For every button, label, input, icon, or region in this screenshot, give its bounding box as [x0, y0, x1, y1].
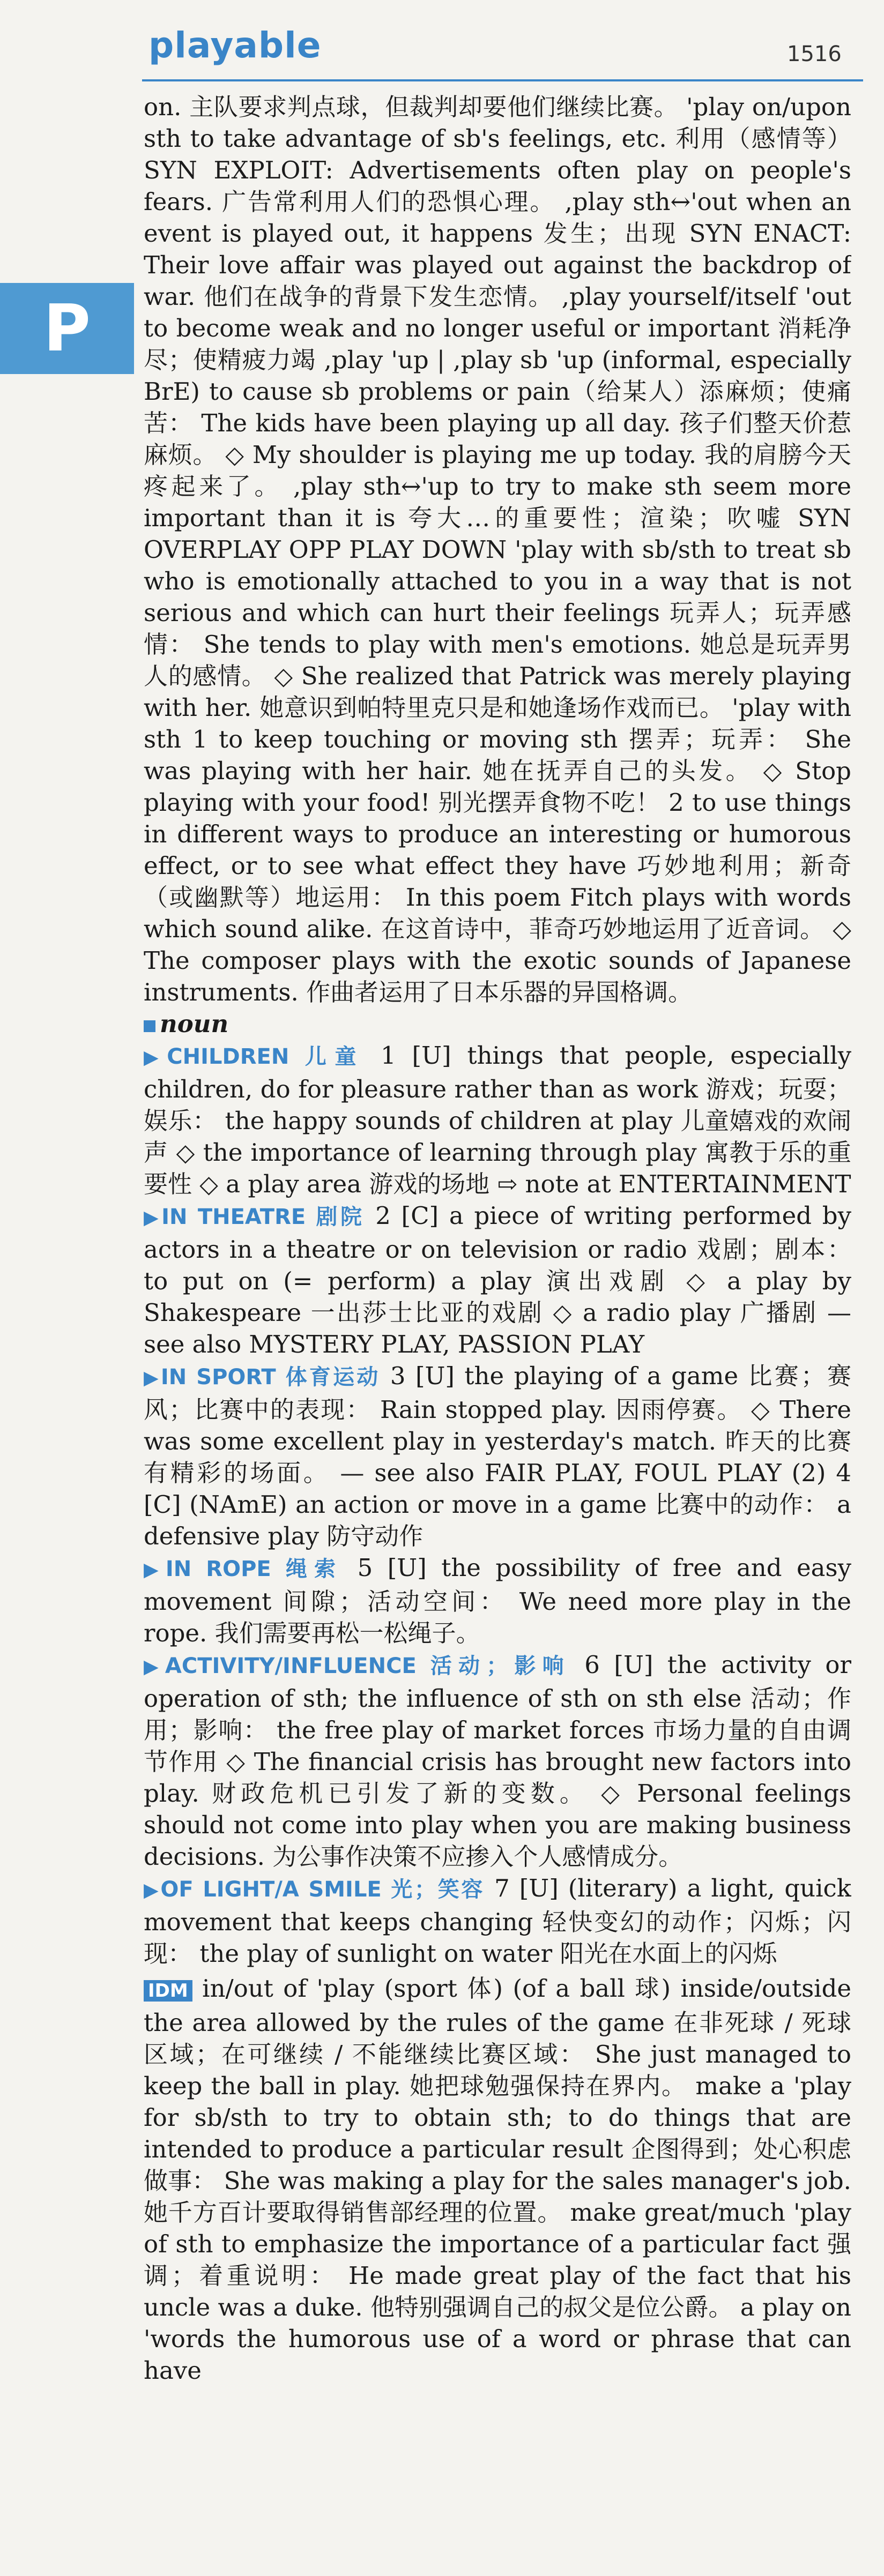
- running-headword: playable: [148, 25, 322, 66]
- idioms-block: [144, 1973, 851, 2386]
- part-of-speech-heading: [144, 1008, 851, 1040]
- triangle-right-icon: ▶: [144, 1047, 167, 1069]
- triangle-right-icon: ▶: [144, 1656, 165, 1678]
- sense-head: ACTIVITY/INFLUENCE 活动；影响: [165, 1654, 570, 1678]
- sense-head: IN THEATRE 剧院: [161, 1205, 365, 1229]
- sense-head: IN SPORT 体育运动: [160, 1365, 381, 1390]
- page-header: [0, 0, 884, 80]
- letter-thumb-tab: P: [0, 283, 134, 374]
- sense-text: 2 [C] a piece of writing performed by actors in a theatre or on television or radio 戏剧；剧本： to put on (= perform) a play 演出戏剧 ◇ a play by Shakespeare 一出莎士比亚的戏剧 ◇ a radio play 广播剧 — see also MYSTERY PLAY, PASSION PLAY: [144, 1201, 851, 1358]
- sense-activity: [144, 1649, 851, 1872]
- sense-children: [144, 1040, 851, 1200]
- triangle-right-icon: ▶: [144, 1367, 161, 1389]
- dictionary-entry: [144, 91, 851, 2556]
- sense-text: 1 [U] things that people, especially children, do for pleasure rather than as work 游戏；玩耍；娱乐： the happy sounds of children at play 儿童嬉戏的欢闹声 ◇ the importance of learning through play 寓教于乐的重要性 ◇ a play area 游戏的场地 ⇨ note at ENTERTAINMENT: [144, 1041, 851, 1198]
- sense-text: 6 [U] the activity or operation of sth; the influence of sth on sth else 活动；作用；影响： the free play of market forces 市场力量的自由调节作用 ◇ The financial crisis has brought new factors into play. 财政危机已引发了新的变数。 ◇ Personal feelings should not come into play when you are making business decisions. 为公事作决策不应掺入个人感情成分。: [144, 1651, 851, 1871]
- phrasal-verbs-block: on. 主队要求判点球，但裁判却要他们继续比赛。 'play on/upon sth to take advantage of sb's feelings, etc. 利用（感情等） SYN EXPLOIT: Advertisements often play on people's fears. 广告常利用人们的恐惧心理。 ,play sth↔'out when an event is played out, it happens 发生；出现 SYN ENACT: Their love affair was played out against the backdrop of war. 他们在战争的背景下发生恋情。 ,play yourself/itself 'out to become weak and no longer useful or important 消耗净尽；使精疲力竭 ,play 'up | ,play sb 'up (informal, especially BrE) to cause sb problems or pain（给某人）添麻烦；使痛苦： The kids have been playing up all day. 孩子们整天价惹麻烦。 ◇ My shoulder is playing me up today. 我的肩膀今天疼起来了。 ,play sth↔'up to try to make sth seem more important than it is 夸大…的重要性；渲染；吹嘘 SYN OVERPLAY OPP PLAY DOWN 'play with sb/sth to treat sb who is emotionally attached to you in a way that is not serious and which can hurt their feelings 玩弄人；玩弄感情： She tends to play with men's emotions. 她总是玩弄男人的感情。 ◇ She realized that Patrick was merely playing with her. 她意识到帕特里克只是和她逢场作戏而已。 'play with sth 1 to keep touching or moving sth 摆弄；玩弄： She was playing with her hair. 她在抚弄自己的头发。 ◇ Stop playing with your food! 别光摆弄食物不吃！ 2 to use things in different ways to produce an interesting or humorous effect, or to see what effect they have 巧妙地利用；新奇（或幽默等）地运用： In this poem Fitch plays with words which sound alike. 在这首诗中，菲奇巧妙地运用了近音词。 ◇ The composer plays with the exotic sounds of Japanese instruments. 作曲者运用了日本乐器的异国格调。: [144, 93, 851, 1006]
- sense-theatre: [144, 1200, 851, 1360]
- header-divider: [142, 79, 863, 81]
- sense-head: CHILDREN 儿童: [167, 1044, 365, 1069]
- sense-head: OF LIGHT/A SMILE 光；笑容: [160, 1877, 485, 1902]
- triangle-right-icon: ▶: [144, 1559, 166, 1581]
- sense-light: [144, 1872, 851, 1969]
- sense-text: 5 [U] the possibility of free and easy movement 间隙；活动空间： We need more play in the rope. 我们需要再松一松绳子。: [144, 1554, 851, 1647]
- triangle-right-icon: ▶: [144, 1207, 162, 1229]
- sense-sport: [144, 1360, 851, 1552]
- idm-label: IDM: [144, 1980, 192, 2002]
- triangle-right-icon: ▶: [144, 1879, 161, 1901]
- page-number: 1516: [787, 42, 842, 66]
- sense-text: 7 [U] (literary) a light, quick movement that keeps changing 轻快变幻的动作；闪烁；闪现： the play of sunlight on water 阳光在水面上的闪烁: [144, 1874, 851, 1968]
- idioms-text: in/out of 'play (sport 体) (of a ball 球) inside/outside the area allowed by the rules of the game 在非死球 / 死球区域；在可继续 / 不能继续比赛区域： She just managed to keep the ball in play. 她把球勉强保持在界内。 make a 'play for sb/sth to try to obtain sth; to do things that are intended to produce a particular result 企图得到；处心积虑做事： She was making a play for the sales manager's job. 她千方百计要取得销售部经理的位置。 make great/much 'play of sth to emphasize the importance of a particular fact 强调；着重说明： He made great play of the fact that his uncle was a duke. 他特别强调自己的叔父是位公爵。 a play on 'words the humorous use of a word or phrase that can have: [144, 1974, 851, 2385]
- bullet-square-icon: [144, 1020, 155, 1032]
- sense-rope: [144, 1552, 851, 1649]
- sense-head: IN ROPE 绳索: [165, 1557, 343, 1581]
- sense-text: 3 [U] the playing of a game 比赛；赛风；比赛中的表现： Rain stopped play. 因雨停赛。 ◇ There was some excellent play in yesterday's match. 昨天的比赛有精彩的场面。 — see also FAIR PLAY, FOUL PLAY (2) 4 [C] (NAmE) an action or move in a game 比赛中的动作： a defensive play 防守动作: [144, 1362, 851, 1550]
- noun-label: noun: [160, 1010, 229, 1038]
